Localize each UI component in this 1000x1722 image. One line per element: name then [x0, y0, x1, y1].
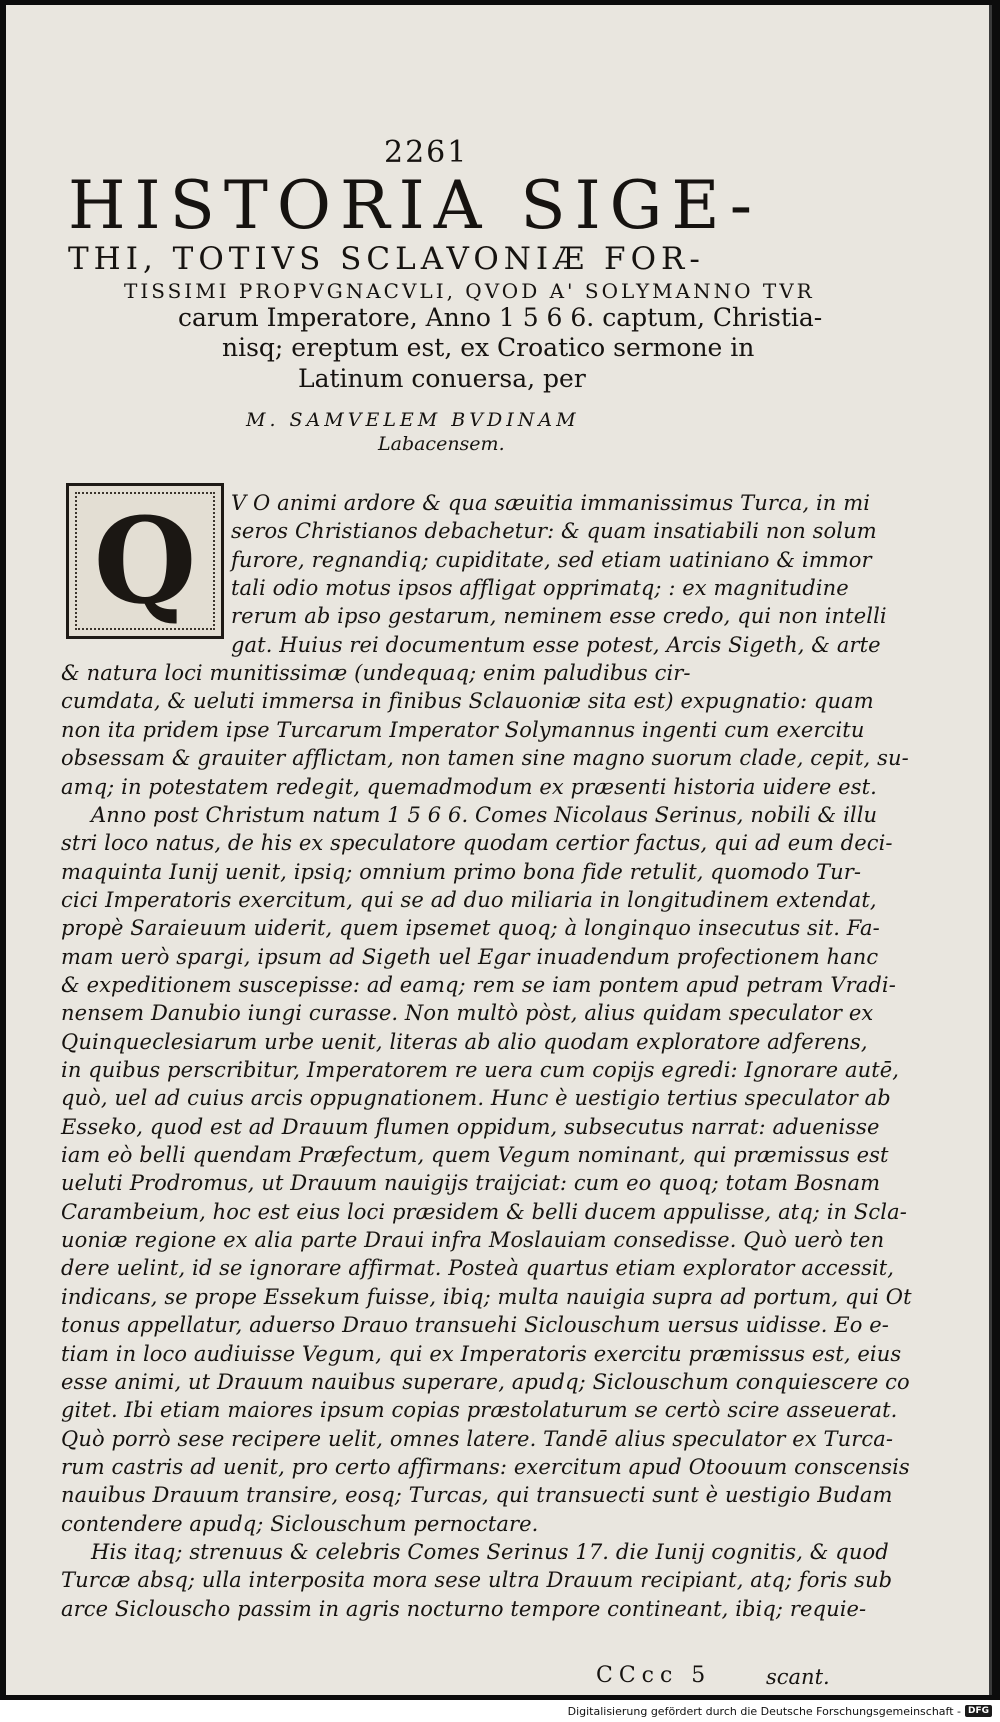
body-line: Quinqueclesiarum urbe uenit, literas ab alio quodam exploratore adferens, [61, 1029, 868, 1054]
body-line: in quibus perscribitur, Imperatorem re uera cum copijs egredi: Ignorare autē, [61, 1058, 900, 1082]
body-line: amq; in potestatem redegit, quemadmodum ex præsenti historia uidere est. [61, 774, 877, 799]
body-line: esse animi, ut Drauum nauibus superare, apudq; Siclouschum conquiescere co [61, 1369, 910, 1394]
footer-credit: Digitalisierung gefördert durch die Deutsche Forschungsgemeinschaft - [567, 1704, 961, 1718]
dfg-logo: DFG [965, 1705, 992, 1717]
body-line: rerum ab ipso gestarum, neminem esse credo, qui non intelli [231, 604, 887, 629]
body-line: gat. Huius rei documentum esse potest, Arcis Sigeth, & arte [231, 632, 881, 657]
catchword: scant. [766, 1665, 830, 1689]
body-line: uoniæ regione ex alia parte Draui infra Moslauiam consedisse. Quò uerò ten [61, 1228, 885, 1253]
body-line: tiam in loco audiuisse Vegum, qui ex Imperatoris exercitu præmissus est, eius [61, 1341, 902, 1366]
body-line: propè Saraieuum uiderit, quem ipsemet quoq; à longinquo insecutus sit. Fa- [61, 916, 880, 941]
body-line: Anno post Christum natum 1 5 6 6. Comes Nicolaus Serinus, nobili & illu [91, 802, 878, 827]
body-line: tali odio motus ipsos affligat opprimatq; : ex magnitudine [231, 576, 849, 601]
body-line: seros Christianos debachetur: & quam insatiabili non solum [231, 519, 877, 544]
author-origin: Labacensem. [378, 433, 505, 455]
title-line-2: THI, TOTIVS SCLAVONIÆ FOR- [68, 241, 705, 277]
body-line: & expeditionem suscepisse: ad eamq; rem se iam pontem apud petram Vradi- [61, 972, 896, 997]
body-line: nauibus Drauum transire, eosq; Turcas, qui transuecti sunt è uestigio Budam [61, 1483, 893, 1508]
title-line-5: nisq; ereptum est, ex Croatico sermone in [222, 333, 755, 362]
title-line-3: TISSIMI PROPVGNACVLI, QVOD A' SOLYMANNO TVR [124, 279, 815, 303]
body-line: dere uelint, id se ignorare affirmat. Posteà quartus etiam explorator accessit, [61, 1256, 895, 1281]
body-line: indicans, se prope Essekum fuisse, ibiq; multa nauigia supra ad portum, qui Ot [61, 1284, 912, 1309]
body-line: nensem Danubio iungi curasse. Non multò pòst, alius quidam speculator ex [61, 1001, 874, 1026]
body-line: non ita pridem ipse Turcarum Imperator Solymannus ingenti cum exercitu [61, 717, 865, 742]
body-line: arce Siclouscho passim in agris nocturno tempore contineant, ibiq; requie- [61, 1596, 867, 1621]
body-line: cici Imperatoris exercitum, qui se ad duo miliaria in longitudinem extendat, [61, 887, 877, 912]
body-line: maquinta Iunij uenit, ipsiq; omnium primo bona fide retulit, quomodo Tur- [61, 859, 862, 884]
decorated-initial [66, 483, 224, 639]
signature-mark: CCcc 5 [596, 1663, 712, 1688]
page-sheet [6, 5, 992, 1695]
footer-bar [0, 1700, 1000, 1722]
body-line: quò, uel ad cuius arcis oppugnationem. Hunc è uestigio tertius speculator ab [61, 1086, 891, 1111]
author-name: M. SAMVELEM BVDINAM [246, 409, 580, 431]
body-line: obsessam & grauiter afflictam, non tamen sine magno suorum clade, cepit, su- [61, 746, 909, 771]
body-line: gitet. Ibi etiam maiores ipsum copias præstolaturum se certò scire asseuerat. [61, 1398, 898, 1423]
body-line: rum castris ad uenit, pro certo affirmans: exercitum apud Otoouum conscensis [61, 1454, 910, 1479]
body-line: tonus appellatur, aduerso Drauo transuehi Siclouschum uersus uidisse. Eo e- [61, 1313, 889, 1338]
body-line: ueluti Prodromus, ut Drauum nauigijs traijciat: cum eo quoq; totam Bosnam [61, 1171, 881, 1196]
body-line: Esseko, quod est ad Drauum flumen oppidum, subsecutus narrat: aduenisse [61, 1114, 880, 1139]
body-line: Quò porrò sese recipere uelit, omnes latere. Tandē alius speculator ex Turca- [61, 1426, 894, 1451]
title-line-6: Latinum conuersa, per [298, 364, 586, 393]
body-line: & natura loci munitissimæ (undequaq; enim paludibus cir- [61, 661, 691, 686]
body-line: iam eò belli quendam Præfectum, quem Vegum nominant, qui præmissus est [61, 1143, 889, 1168]
body-line: V O animi ardore & qua sæuitia immanissimus Turca, in mi [231, 491, 871, 515]
body-line: mam uerò spargi, ipsum ad Sigeth uel Egar inuadendum profectionem hanc [61, 944, 879, 969]
title-line-4: carum Imperatore, Anno 1 5 6 6. captum, Christia- [178, 303, 823, 332]
title-line-1: HISTORIA SIGE- [68, 167, 762, 244]
initial-letter: Q [93, 491, 197, 630]
body-line: Carambeium, hoc est eius loci præsidem & belli ducem appulisse, atq; in Scla- [61, 1199, 907, 1224]
page-number: 2261 [384, 135, 469, 170]
body-line: stri loco natus, de his ex speculatore quodam certior factus, qui ad eum deci- [61, 831, 893, 856]
body-line: furore, regnandiq; cupiditate, sed etiam uatiniano & immor [231, 547, 872, 572]
body-line: contendere apudq; Siclouschum pernoctare. [61, 1511, 539, 1536]
body-line: Turcæ absq; ulla interposita mora sese ultra Drauum recipiant, atq; foris sub [61, 1568, 893, 1593]
body-line: His itaq; strenuus & celebris Comes Serinus 17. die Iunij cognitis, & quod [91, 1539, 889, 1564]
body-line: cumdata, & ueluti immersa in finibus Sclauoniæ sita est) expugnatio: quam [61, 689, 874, 714]
